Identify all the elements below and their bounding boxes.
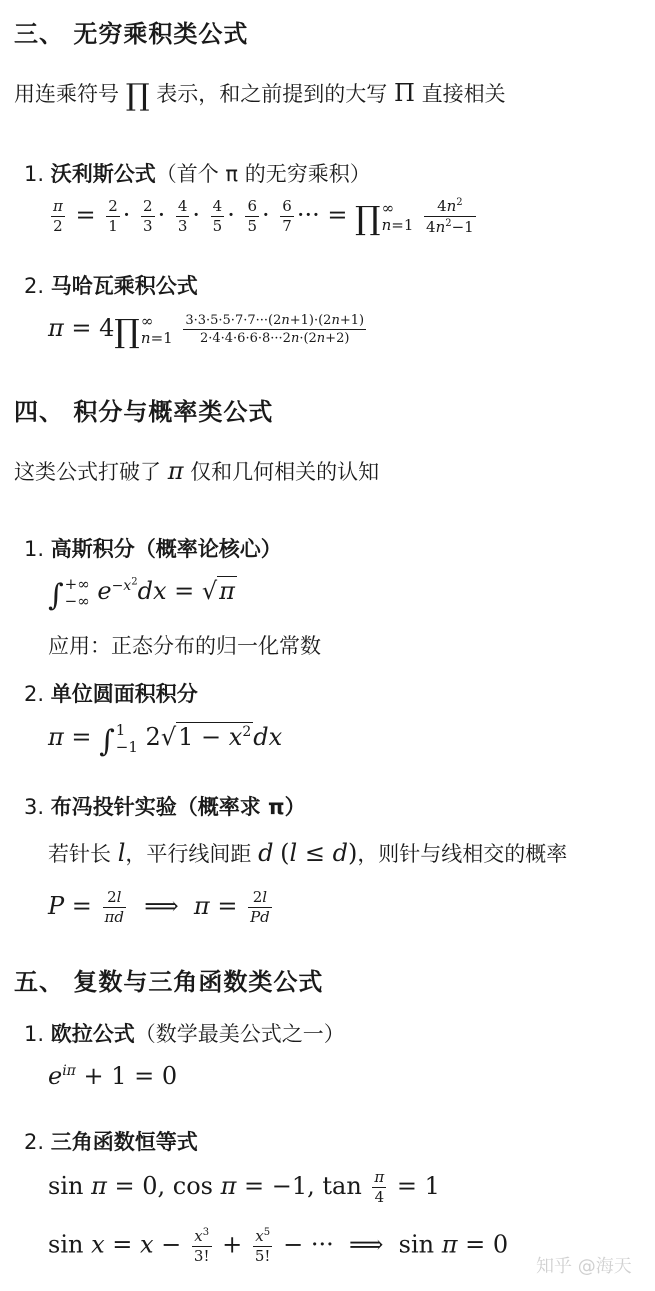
section-4-heading: 四、 积分与概率类公式 bbox=[14, 398, 274, 426]
section-3-intro: 用连乘符号 ∏ 表示，和之前提到的大写 Π 直接相关 bbox=[14, 78, 506, 113]
section-5-heading: 五、 复数与三角函数类公式 bbox=[14, 968, 324, 996]
list-item-wallis: 1. 沃利斯公式（首个 π 的无穷乘积） bbox=[24, 162, 371, 186]
list-item-gaussian: 1. 高斯积分（概率论核心） bbox=[24, 537, 282, 561]
section-3-heading: 三、 无穷乘积类公式 bbox=[14, 20, 249, 48]
taylor-series-formula: sin x = x − $\frac{x^3}{3!}$ + $\frac{x^5}{5!}$ − ··· ⟹ sin π = 0 bbox=[48, 1227, 509, 1265]
buffon-description: 若针长 l，平行线间距 d (l ≤ d)，则针与线相交的概率 bbox=[48, 839, 568, 867]
list-item-euler: 1. 欧拉公式（数学最美公式之一） bbox=[24, 1022, 345, 1046]
buffon-formula: P = $\frac{2l}{\pi d}$ ⟹ π = $\frac{2l}{Pd}$ bbox=[48, 888, 270, 926]
list-item-buffon: 3. 布冯投针实验（概率求 π） bbox=[24, 795, 306, 819]
wallis-formula: $\frac{\pi}{2}$ = $\frac{2}{1}$ · $\frac{2}{3}$ · $\frac{4}{3}$ · $\frac{4}{5}$ · $\frac{6}{5}$ · $\frac{6}{7}$ ··· = ∏ ∞ n=1 $\frac{4n^2}{4n^2-1}$ bbox=[53, 197, 474, 237]
watermark: 知乎 @海天 bbox=[536, 1256, 632, 1277]
section-4-intro: 这类公式打破了 π 仅和几何相关的认知 bbox=[14, 457, 380, 485]
euler-formula: $e^{i\pi} + 1 = 0$ bbox=[48, 1062, 178, 1090]
list-item-circle-area: 2. 单位圆面积积分 bbox=[24, 682, 198, 706]
list-item-trig: 2. 三角函数恒等式 bbox=[24, 1130, 198, 1154]
list-item-madhava: 2. 马哈瓦乘积公式 bbox=[24, 274, 198, 298]
madhava-formula: π = 4∏ ∞ n=1 $\frac{3\cdot 3\cdot 5\cdot 5\cdot 7\cdot 7\cdot\cdot\cdot(2n+1)\cdot(2n+1)}{2\cdot 4\cdot 4\cdot 6\cdot 6\cdot 8\cdot\cdot\cdot 2n\cdot(2n+2)}$ bbox=[48, 312, 365, 350]
circle-area-formula: π = ∫ 1 −1 $2√1 - x^2dx$ bbox=[48, 721, 283, 759]
gaussian-formula: ∫ +∞ −∞ $e^{-x^2}dx = √\pi$ bbox=[48, 575, 235, 613]
gaussian-note: 应用：正态分布的归一化常数 bbox=[48, 634, 321, 658]
trig-identity-formula: sin π = 0, cos π = −1, tan $\frac{\pi}{4}$ = 1 bbox=[48, 1168, 440, 1206]
